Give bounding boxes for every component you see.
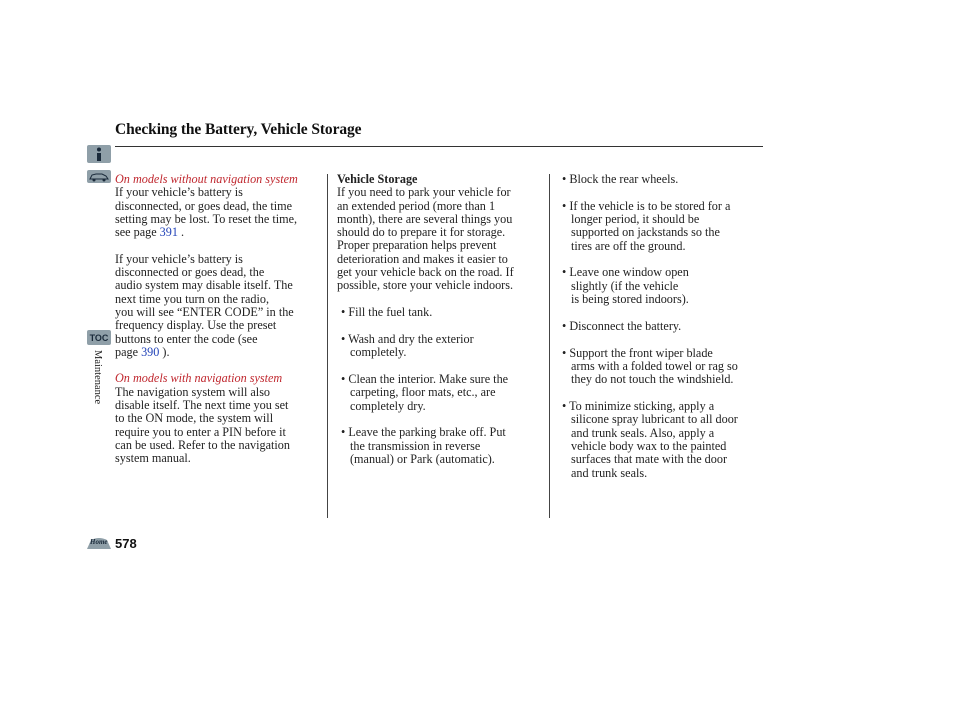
section-heading-with-nav: On models with navigation system [115,371,283,386]
bullet-line: • Support the front wiper blade [562,345,713,360]
bullet-text: To minimize sticking, apply a [569,399,715,414]
bullet-text: (manual) or Park (automatic). [350,452,495,467]
bullet-text: they do not touch the windshield. [571,372,734,387]
list-item [562,320,762,333]
column-divider-2 [549,174,550,518]
bullet-line: • If the vehicle is to be stored for a [562,198,731,213]
nav-text-line: to the ON mode, the system will [115,411,274,426]
storage-intro-line: an extended period (more than 1 [337,198,496,213]
column-storage-steps [562,173,762,480]
storage-intro-line: should do to prepare it for storage. [337,225,506,240]
battery-text-line: If your vehicle’s battery is [115,185,243,200]
audio-text-line: buttons to enter the code (see [115,331,258,346]
storage-intro-line: If you need to park your vehicle for [337,185,511,200]
bullet-text: Clean the interior. Make sure the [348,372,509,387]
audio-text-line: If your vehicle’s battery is [115,251,243,266]
bullet-text: completely dry. [350,398,426,413]
list-item [562,200,762,253]
link-prefix: page [115,344,142,359]
bullet-line: • Disconnect the battery. [562,318,682,333]
battery-text-line: disconnected, or goes dead, the time [115,198,292,213]
bullet-text: Fill the fuel tank. [348,305,433,320]
nav-text-line: disable itself. The next time you set [115,398,289,413]
audio-text-line: audio system may disable itself. The [115,278,293,293]
bullet-line: • To minimize sticking, apply a [562,399,715,414]
bullet-text: slightly (if the vehicle [571,278,679,293]
list-item [337,426,545,466]
nav-text-line: require you to enter a PIN before it [115,424,286,439]
column-battery [115,173,325,466]
link-prefix: see page [115,225,160,240]
bullet-text: silicone spray lubricant to all door [571,412,738,427]
bullet-text: tires are off the ground. [571,238,686,253]
list-item [337,306,545,319]
bullet-line: • Leave one window open [562,265,689,280]
battery-text-line: setting may be lost. To reset the time, [115,211,298,226]
toc-icon[interactable] [87,330,111,345]
audio-text-line [115,346,325,359]
bullet-text: Block the rear wheels. [569,172,679,186]
side-section-label: Maintenance [92,350,103,405]
list-item [562,347,762,387]
page-link-390[interactable]: 390 [141,344,160,359]
bullet-line: • Block the rear wheels. [562,172,679,186]
nav-text-line: can be used. Refer to the navigation [115,437,290,452]
page-title: Checking the Battery, Vehicle Storage [115,121,362,138]
bullet-text: Leave one window open [569,265,689,280]
vehicle-storage-heading: Vehicle Storage [337,172,418,186]
nav-text-line: The navigation system will also [115,384,271,399]
column-vehicle-storage [337,173,545,466]
bullet-text: Support the front wiper blade [569,345,713,360]
bullet-text: Leave the parking brake off. Put [348,425,506,440]
bullet-line: • Clean the interior. Make sure the [341,372,509,387]
bullet-text: supported on jackstands so the [571,225,720,240]
battery-text-line [115,226,325,239]
list-item [562,400,762,480]
link-suffix: . [177,225,185,240]
bullet-text: and trunk seals. Also, apply a [571,425,715,440]
page-number: 578 [115,536,137,551]
bullet-text: longer period, it should be [571,212,700,227]
audio-text-line: next time you turn on the radio, [115,291,270,306]
bullet-text: the transmission in reverse [350,438,481,453]
bullet-text: is being stored indoors). [571,292,689,307]
bullet-text: carpeting, floor mats, etc., are [350,385,496,400]
nav-text-line: system manual. [115,451,191,466]
storage-intro-line: get your vehicle back on the road. If [337,265,514,280]
page-link-391[interactable]: 391 [159,225,178,240]
bullet-text: vehicle body wax to the painted [571,438,727,453]
car-icon[interactable] [87,170,111,183]
section-heading-no-nav: On models without navigation system [115,172,298,186]
list-item [562,266,762,306]
bullet-text: Wash and dry the exterior [348,331,474,346]
storage-intro-line: possible, store your vehicle indoors. [337,278,514,293]
bullet-text: arms with a folded towel or rag so [571,358,738,373]
bullet-text: and trunk seals. [571,465,648,480]
home-icon[interactable] [86,537,112,550]
storage-intro-line: month), there are several things you [337,211,513,226]
bullet-line: • Wash and dry the exterior [341,331,474,346]
audio-text-line: disconnected or goes dead, the [115,265,265,280]
storage-intro-line: Proper preparation helps prevent [337,238,497,253]
list-item [562,173,762,186]
title-divider [115,146,763,147]
bullet-text: completely. [350,345,407,360]
list-item [337,333,545,360]
audio-text-line: you will see “ENTER CODE” in the [115,304,294,319]
list-item [337,373,545,413]
bullet-line: • Leave the parking brake off. Put [341,425,506,440]
storage-intro-line: deterioration and makes it easier to [337,251,508,266]
link-suffix: ). [159,344,170,359]
bullet-line: • Fill the fuel tank. [341,305,433,320]
home-label: Home [90,538,108,546]
info-icon[interactable] [87,145,111,163]
toc-label: TOC [89,332,109,343]
column-divider-1 [327,174,328,518]
audio-text-line: frequency display. Use the preset [115,318,277,333]
bullet-text: If the vehicle is to be stored for a [569,198,731,213]
bullet-text: surfaces that mate with the door [571,452,728,467]
bullet-text: Disconnect the battery. [569,318,682,333]
